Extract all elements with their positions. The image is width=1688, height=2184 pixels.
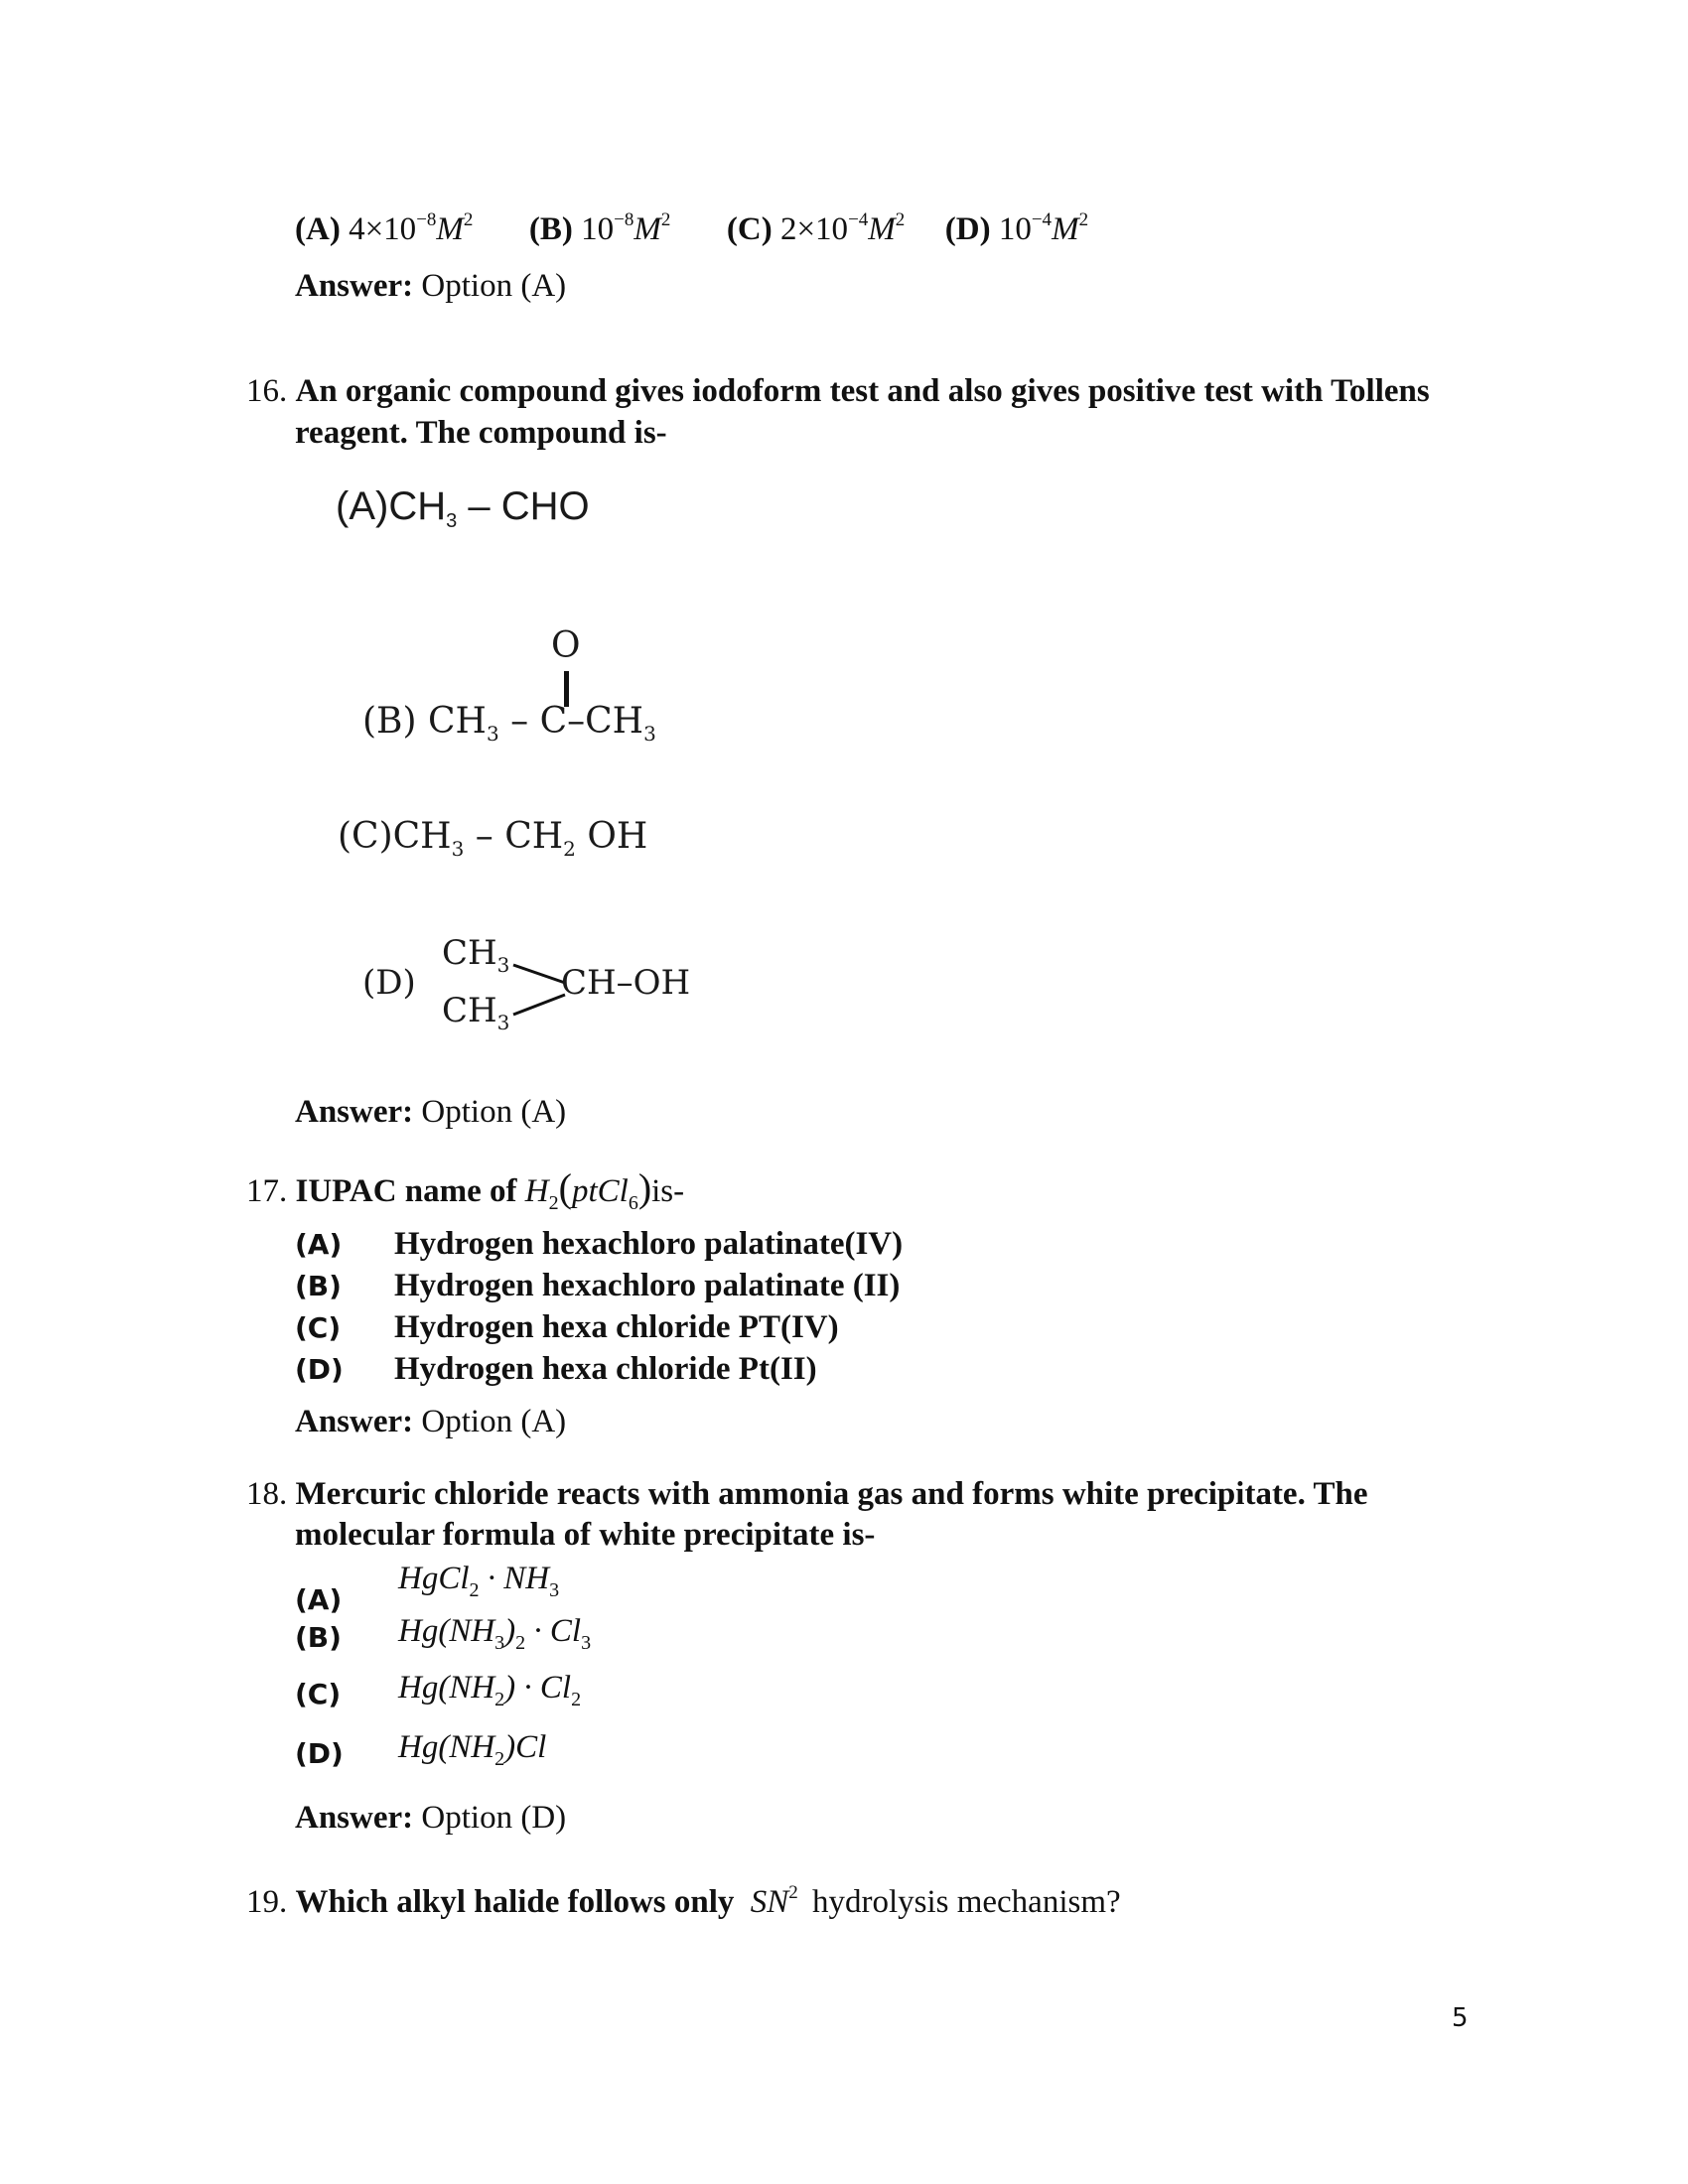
q16-question-line2: reagent. The compound is-	[295, 415, 667, 451]
q15-option-c: (C) $2\times 10^{-4}M^2$	[726, 209, 906, 247]
q17-options	[295, 1223, 903, 1390]
q17-answer: Answer: Option (A)	[295, 1404, 567, 1439]
q16-option-a: $(A)CH_3$ – CHO	[336, 484, 590, 532]
q15-options	[295, 201, 1088, 249]
q18-option-a: (A) HgCl$_2$ · $NH_3$	[295, 1561, 560, 1616]
q16-option-b	[362, 625, 720, 754]
q18-question: 18. Mercuric chloride reacts with ammonia gas and forms white precipitate. The	[246, 1476, 1368, 1512]
page-number: 5	[1452, 2003, 1469, 2033]
q16-answer: Answer: Option (A)	[295, 1094, 567, 1130]
q15-option-d: (D) $10^{-4}M^2$	[944, 209, 1089, 247]
methyl-top: $CH_3$	[442, 933, 510, 977]
carbonyl-oxygen: O	[551, 625, 581, 666]
option-d-label: (D)	[362, 963, 416, 1003]
q18-options	[295, 1561, 592, 1783]
methyl-bottom: $CH_3$	[442, 991, 510, 1034]
acetone-formula: (B) $CH_3 - C-CH_3$	[362, 701, 656, 746]
q16-question: 16. An organic compound gives iodoform test and also gives positive test with Tollens	[246, 373, 1430, 409]
q17-formula: $H_2(ptCl_6)$	[524, 1165, 652, 1214]
q16-option-c: $(C)CH_3 - CH_2$ OH	[338, 816, 648, 861]
q17-option-d: (D) Hydrogen hexa chloride Pt(II)	[295, 1351, 817, 1387]
q18-option-c: (C) $Hg(NH_2) \cdot Cl_2$	[295, 1670, 582, 1710]
q15-answer: Answer: Option (A)	[295, 268, 567, 304]
q18-question-line2: molecular formula of white precipitate is-	[295, 1517, 876, 1553]
q17-option-c: (C) Hydrogen hexa chloride PT(IV)	[295, 1309, 839, 1345]
q18-answer: Answer: Option (D)	[295, 1800, 567, 1836]
ch-oh: CH–OH	[561, 963, 691, 1003]
q17-option-a: (A) Hydrogen hexachloro palatinate(IV)	[295, 1226, 904, 1262]
q19-question: 19. Which alkyl halide follows only $SN^2$ hydrolysis mechanism?	[246, 1882, 1121, 1920]
q15-option-a: (A) $4\times 10^{-8}M^2$	[295, 209, 474, 247]
q18-option-b: (B) $Hg(NH_3)_2 \cdot Cl_3$	[295, 1613, 592, 1654]
q17-option-b: (B) Hydrogen hexachloro palatinate (II)	[295, 1268, 901, 1303]
q18-option-d: (D) $Hg(NH_2)Cl$	[295, 1729, 547, 1770]
q16-option-d	[362, 933, 720, 1052]
q15-option-b: (B) $10^{-8}M^2$	[528, 209, 671, 247]
q17-question: 17. IUPAC name of $H_2(ptCl_6)is-$	[246, 1165, 685, 1214]
